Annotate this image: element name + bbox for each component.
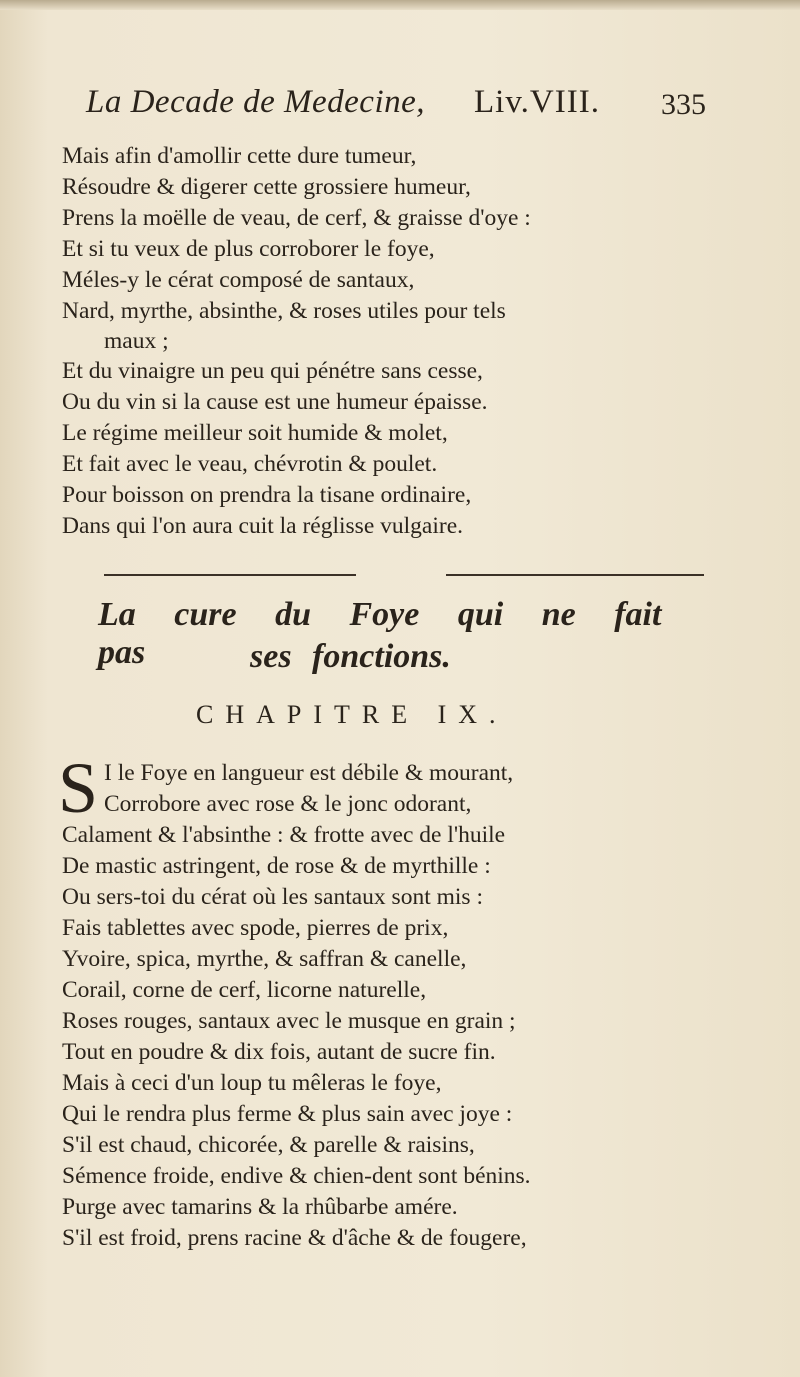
verse-line: maux ; [104, 328, 169, 354]
verse-line: S'il est froid, prens racine & d'âche & de fougere, [62, 1225, 527, 1251]
verse-line: Roses rouges, santaux avec le musque en grain ; [62, 1008, 516, 1034]
verse-line: Fais tablettes avec spode, pierres de prix, [62, 915, 449, 941]
section-rule-right [446, 574, 704, 576]
verse-line: I le Foye en langueur est débile & mourant, [104, 760, 514, 786]
verse-line: Et du vinaigre un peu qui pénétre sans cesse, [62, 358, 483, 384]
section-rule-left [104, 574, 356, 576]
verse-line: Nard, myrthe, absinthe, & roses utiles pour tels [62, 298, 506, 324]
verse-line: De mastic astringent, de rose & de myrthille : [62, 853, 491, 879]
verse-line: Mais afin d'amollir cette dure tumeur, [62, 143, 417, 169]
book-number: Liv.VIII. [474, 84, 600, 120]
verse-line: Le régime meilleur soit humide & molet, [62, 420, 448, 446]
chapter-heading: CHAPITRE IX. [196, 700, 508, 729]
page-top-edge [0, 0, 800, 10]
verse-line: Corrobore avec rose & le jonc odorant, [104, 791, 472, 817]
verse-line: Pour boisson on prendra la tisane ordinaire, [62, 482, 472, 508]
verse-line: Sémence froide, endive & chien-dent sont bénins. [62, 1163, 531, 1189]
verse-line: Ou du vin si la cause est une humeur épaisse. [62, 389, 488, 415]
verse-line: Purge avec tamarins & la rhûbarbe amére. [62, 1194, 458, 1220]
running-head: La Decade de Medecine, [86, 84, 426, 120]
verse-line: Et si tu veux de plus corroborer le foye, [62, 236, 435, 262]
page-header [86, 84, 706, 134]
verse-line: S'il est chaud, chicorée, & parelle & raisins, [62, 1132, 475, 1158]
verse-line: Mais à ceci d'un loup tu mêleras le foye, [62, 1070, 442, 1096]
verse-line: Ou sers-toi du cérat où les santaux sont mis : [62, 884, 483, 910]
verse-line: Prens la moëlle de veau, de cerf, & graisse d'oye : [62, 205, 531, 231]
section-title-line1: La cure du Foye qui ne fait pas [98, 596, 662, 671]
verse-line: Méles-y le cérat composé de santaux, [62, 267, 415, 293]
verse-line: Tout en poudre & dix fois, autant de sucre fin. [62, 1039, 496, 1065]
verse-line: Calament & l'absinthe : & frotte avec de l'huile [62, 822, 506, 848]
verse-line: Corail, corne de cerf, licorne naturelle, [62, 977, 427, 1003]
page-number: 335 [661, 88, 706, 121]
verse-line: Dans qui l'on aura cuit la réglisse vulgaire. [62, 513, 464, 539]
verse-line: Qui le rendra plus ferme & plus sain avec joye : [62, 1101, 513, 1127]
verse-line: Yvoire, spica, myrthe, & saffran & canelle, [62, 946, 467, 972]
drop-cap: S [58, 748, 99, 828]
verse-line: Et fait avec le veau, chévrotin & poulet. [62, 451, 438, 477]
section-title-line2: ses fonctions. [250, 638, 451, 675]
verse-line: Résoudre & digerer cette grossiere humeur, [62, 174, 471, 200]
